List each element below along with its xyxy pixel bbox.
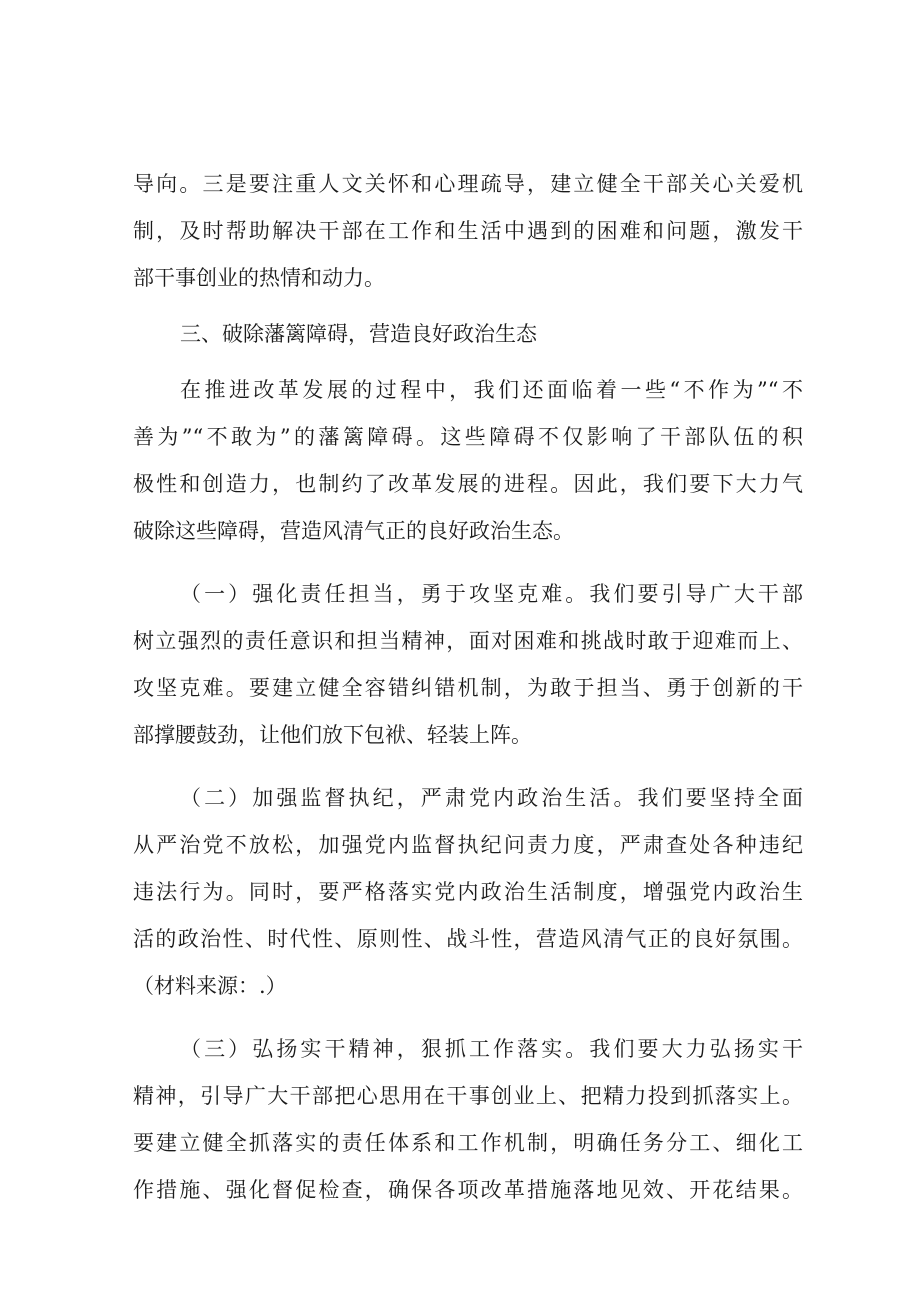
text-line: 部撑腰鼓劲，让他们放下包袱、轻装上阵。 (133, 723, 532, 747)
text-line: 部干事创业的热情和动力。 (133, 266, 385, 290)
text-line: 从严治党不放松，加强党内监督执纪问责力度，严肃查处各种违纪 (133, 833, 803, 857)
paragraph-item-3 (133, 1026, 803, 1214)
text-line: （二）加强监督执纪，严肃党内政治生活。我们要坚持全面 (180, 786, 803, 810)
paragraph-item-2 (133, 775, 803, 1010)
text-line: （一）强化责任担当，勇于攻坚克难。我们要引导广大干部 (180, 582, 803, 606)
text-line: 导向。三是要注重人文关怀和心理疏导，建立健全干部关心关爱机 (133, 172, 803, 196)
section-heading: 三、破除藩篱障碍，营造良好政治生态 (180, 322, 537, 346)
text-line: 树立强烈的责任意识和担当精神，面对困难和挑战时敢于迎难而上、 (133, 629, 803, 653)
text-line: 攻坚克难。要建立健全容错纠错机制，为敢于担当、勇于创新的干 (133, 676, 803, 700)
text-line: 作措施、强化督促检查，确保各项改革措施落地见效、开花结果。 (133, 1178, 803, 1202)
paragraph-intro (133, 367, 803, 555)
paragraph-continuation (133, 161, 803, 302)
text-line: 善为”“不敢为”的藩篱障碍。这些障碍不仅影响了干部队伍的积 (133, 425, 803, 449)
text-line: （三）弘扬实干精神，狠抓工作落实。我们要大力弘扬实干 (180, 1037, 803, 1061)
text-line: 在推进改革发展的过程中，我们还面临着一些“不作为”“不 (180, 378, 803, 402)
text-line: 精神，引导广大干部把心思用在干事创业上、把精力投到抓落实上。 (133, 1084, 803, 1108)
text-line: 极性和创造力，也制约了改革发展的进程。因此，我们要下大力气 (133, 472, 803, 496)
text-line: 破除这些障碍，营造风清气正的良好政治生态。 (133, 519, 574, 543)
document-body (133, 161, 803, 1214)
text-line: 违法行为。同时，要严格落实党内政治生活制度，增强党内政治生 (133, 880, 803, 904)
text-line: 活的政治性、时代性、原则性、战斗性，营造风清气正的良好氛围。 (133, 927, 803, 951)
source-note: （材料来源：.） (133, 974, 287, 998)
paragraph-item-1 (133, 571, 803, 759)
text-line: 要建立健全抓落实的责任体系和工作机制，明确任务分工、细化工 (133, 1131, 803, 1155)
text-line: 制，及时帮助解决干部在工作和生活中遇到的困难和问题，激发干 (133, 219, 803, 243)
